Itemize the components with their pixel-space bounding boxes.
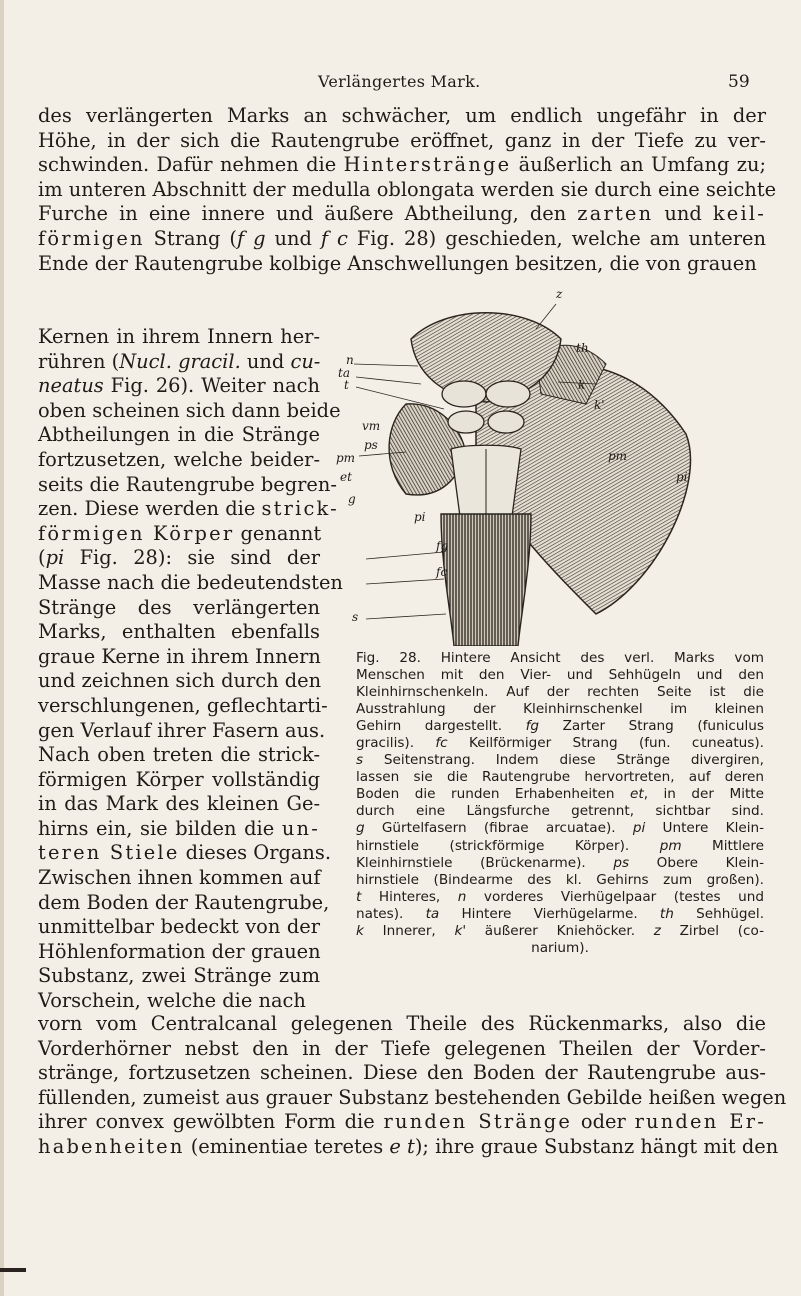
italic-term: pm [659, 837, 682, 854]
text-line [356, 735, 764, 752]
text-run: und [240, 349, 291, 373]
text-run: in das Mark des kleinen Ge- [38, 792, 320, 816]
text-run: im unteren Abschnitt der medulla oblongata werden sie durch eine seichte [38, 177, 777, 201]
spaced-term: runden Stränge [383, 1110, 573, 1134]
text-line [38, 768, 320, 793]
text-line [38, 596, 320, 621]
text-run: Kleinhirnschenkeln. Auf der rechten Seite ist die [356, 684, 764, 701]
text-line [356, 769, 764, 786]
text-run: Fig. 28): sie sind der [64, 546, 320, 570]
italic-term: e t [389, 1134, 415, 1158]
running-title: Verlängertes Mark. [318, 72, 481, 91]
paragraph-wrapped-column [38, 325, 343, 1014]
text-line [38, 866, 320, 891]
spaced-term: Hinterstränge [343, 153, 512, 177]
text-run: oder [572, 1110, 635, 1134]
text-run: dem Boden der Rautengrube, [38, 890, 330, 914]
text-run: und zeichnen sich durch den [38, 669, 322, 693]
figure-label-pm-left: pm [336, 451, 356, 465]
text-run: genannt [234, 521, 322, 545]
text-run: Menschen mit den Vier- und Sehhügeln und den [356, 667, 764, 684]
text-run: Zirbel (co- [660, 922, 765, 939]
text-run: graue Kerne in ihrem Innern [38, 644, 321, 668]
text-run: durch eine Längsfurche getrennt, sichtbar sind. [356, 803, 764, 820]
text-run: nates). [356, 905, 426, 922]
text-line [356, 701, 764, 718]
text-run: Vorschein, welche die nach [38, 989, 306, 1013]
spaced-term: runden Er- [634, 1110, 766, 1134]
text-run: , in der Mitte [643, 786, 764, 803]
text-run: Kleinhirnstiele (Brückenarme). [356, 854, 614, 871]
text-run: Nach oben treten die strick- [38, 743, 320, 767]
text-run: dieses Organs. [179, 841, 332, 865]
figure-label-pi-right: pi [676, 470, 688, 484]
text-run: Seitenstrang. Indem diese Stränge divergiren, [363, 752, 764, 769]
text-line [38, 153, 766, 178]
figure-label-vm: vm [362, 419, 381, 433]
text-line [38, 350, 320, 375]
text-run: unmittelbar bedeckt von der [38, 915, 320, 939]
text-run: Furche in eine innere und äußere Abtheilung, den [38, 202, 578, 226]
text-line [38, 1061, 766, 1086]
page-number: 59 [728, 72, 750, 92]
text-run: Marks, enthalten ebenfalls [38, 620, 320, 644]
text-run: und [265, 226, 321, 250]
italic-term: fc [435, 735, 448, 752]
spaced-term: förmigen Körper [38, 521, 235, 545]
text-line [38, 693, 328, 719]
text-line [38, 841, 332, 866]
figure-label-fg: fg [436, 539, 449, 553]
spaced-term: habenheiten [38, 1134, 185, 1158]
text-run: Mittlere [681, 837, 764, 854]
text-line [356, 752, 764, 769]
text-run: Fig. 28. Hintere Ansicht des verl. Marks vom [356, 650, 764, 666]
text-run: verschlungenen, geflechtarti- [38, 693, 328, 717]
text-line [38, 472, 337, 498]
text-run: Fig. 26). Weiter nach [103, 374, 320, 398]
spaced-term: un- [281, 816, 320, 840]
italic-term: f c [320, 226, 348, 250]
text-line [356, 889, 764, 906]
figure-label-n: n [346, 353, 354, 367]
spaced-term: keil- [712, 202, 766, 226]
text-run: Sehhügel. [673, 905, 765, 922]
text-line [38, 817, 320, 842]
text-line [38, 374, 320, 399]
text-line [356, 786, 764, 803]
italic-term: g [356, 820, 365, 837]
text-line [38, 1085, 787, 1111]
text-line [38, 964, 320, 989]
italic-term: s [356, 752, 364, 769]
italic-term: pi [632, 820, 646, 837]
text-line [38, 546, 320, 571]
text-run: förmigen Körper vollständig [38, 767, 320, 791]
text-run: Fig. 28) geschieden, welche am unteren [347, 226, 767, 250]
text-line [38, 177, 777, 203]
spaced-term: strick- [261, 497, 339, 521]
text-line [38, 1110, 766, 1135]
figure-28-medulla-illustration [326, 284, 706, 646]
text-run: äußerlich an Umfang zu; [511, 153, 766, 177]
text-line [38, 423, 320, 448]
text-line [356, 906, 764, 923]
text-line [38, 1037, 766, 1062]
text-line [38, 325, 320, 350]
text-run: lassen sie die Rautengrube hervortreten, auf deren [356, 769, 764, 786]
text-run: narium). [531, 939, 589, 956]
spaced-term: teren Stiele [38, 841, 180, 865]
text-line [38, 620, 320, 645]
text-run: hirnstiele (strickförmige Körper). [356, 837, 660, 854]
figure-28-caption [356, 650, 764, 957]
text-run: seits die Rautengrube begren- [38, 472, 337, 496]
text-run: füllenden, zumeist aus grauer Substanz bestehenden Gebilde heißen wegen [38, 1085, 787, 1109]
text-run: Höhe, in der sich die Rautengrube eröffnet, ganz in der Tiefe zu ver- [38, 128, 766, 152]
text-run: oben scheinen sich dann beide [38, 398, 341, 422]
text-line [38, 718, 326, 744]
text-run: ( [38, 546, 46, 570]
italic-term: t [356, 888, 362, 905]
italic-term: cu- [290, 349, 321, 373]
text-line [38, 448, 320, 473]
text-run: gen Verlauf ihrer Fasern aus. [38, 718, 326, 742]
text-run: vorn vom Centralcanal gelegenen Theile des Rückenmarks, also die [38, 1012, 766, 1035]
text-run: Abtheilungen in die Stränge [38, 423, 320, 447]
text-run: gracilis). [356, 735, 436, 752]
text-run: Substanz, zwei Stränge zum [38, 964, 320, 988]
text-line [38, 104, 766, 129]
figure-label-t: t [344, 378, 349, 392]
italic-term: n [457, 888, 467, 905]
text-line [356, 872, 764, 889]
italic-term: k [356, 922, 364, 939]
text-line [38, 252, 766, 277]
italic-term: ta [425, 905, 440, 922]
text-run: Stränge des verlängerten [38, 595, 320, 619]
italic-term: Nucl. gracil. [119, 349, 241, 373]
text-run: Ausstrahlung der Kleinhirnschenkel im kleinen [356, 701, 764, 718]
figure-label-k: k [578, 378, 586, 392]
page-corner-mark [0, 1268, 26, 1272]
text-line [38, 940, 320, 965]
text-line [356, 838, 764, 855]
text-run: Höhlenformation der grauen [38, 939, 321, 963]
paragraph-top [38, 104, 777, 276]
text-run: ); ihre graue Substanz hängt mit den [414, 1134, 779, 1158]
figure-label-ps: ps [364, 438, 378, 452]
text-line [356, 803, 764, 820]
italic-term: z [653, 922, 661, 939]
text-line [356, 855, 764, 872]
text-line [38, 743, 320, 768]
text-run: Kernen in ihrem Innern her- [38, 325, 320, 348]
text-run: schwinden. Dafür nehmen die [38, 153, 344, 177]
text-run: Hintere Vierhügelarme. [439, 905, 660, 922]
text-line [356, 718, 764, 735]
figure-label-fc: fc [436, 565, 448, 579]
page-header [0, 72, 801, 94]
text-run: Zarter Strang (funiculus [539, 718, 764, 735]
text-run: vorderes Vierhügelpaar (testes und [466, 888, 764, 905]
text-line [356, 650, 764, 667]
paragraph-bottom [38, 1012, 787, 1160]
text-run: Masse nach die bedeutendsten [38, 570, 343, 594]
text-line [38, 570, 343, 596]
text-line [356, 820, 764, 837]
text-line [38, 792, 320, 817]
text-line [356, 667, 764, 684]
italic-term: ps [613, 854, 630, 871]
text-line [38, 645, 320, 670]
italic-term: f g [236, 226, 266, 250]
text-run: äußerer Kniehöcker. [466, 922, 654, 939]
text-run: Obere Klein- [629, 854, 764, 871]
text-run: (eminentiae teretes [184, 1134, 390, 1158]
italic-term: th [659, 905, 674, 922]
text-run: ihrer convex gewölbten Form die [38, 1110, 384, 1134]
text-run: Gehirn dargestellt. [356, 718, 526, 735]
italic-term: k' [454, 922, 467, 939]
text-line [38, 890, 330, 916]
text-line [356, 923, 764, 940]
text-run: und [653, 202, 713, 226]
text-line [38, 669, 320, 694]
spaced-term: förmigen [38, 226, 145, 250]
text-line [38, 129, 766, 154]
text-run: Innerer, [363, 922, 455, 939]
figure-label-et: et [340, 470, 352, 484]
text-line [38, 522, 320, 547]
text-run: hirnstiele (Bindearme des kl. Gehirns zum großen). [356, 871, 764, 888]
text-run: Gürtelfasern (fibrae arcuatae). [364, 820, 633, 837]
text-run: rühren ( [38, 349, 120, 373]
text-run: Strang ( [144, 226, 237, 250]
figure-label-pi-center: pi [414, 510, 426, 524]
text-run: Untere Klein- [645, 820, 765, 837]
medulla-engraving [326, 284, 706, 646]
text-line [38, 1012, 766, 1037]
text-run: zen. Diese werden die [38, 497, 262, 521]
italic-term: fg [525, 718, 540, 735]
text-run: stränge, fortzusetzen scheinen. Diese den Boden der Rautengrube aus- [38, 1061, 766, 1085]
text-run: Vorderhörner nebst den in der Tiefe gelegenen Theilen der Vorder- [38, 1036, 766, 1060]
text-run: fortzusetzen, welche beider- [38, 447, 320, 471]
figure-label-g: g [348, 492, 356, 506]
text-line [38, 497, 339, 522]
figure-label-z: z [556, 287, 563, 301]
text-run: Boden die runden Erhabenheiten [356, 786, 630, 803]
text-line [38, 915, 320, 940]
text-line [38, 1134, 779, 1160]
text-line [356, 684, 764, 701]
italic-term: pi [45, 546, 65, 570]
italic-term: neatus [38, 374, 104, 398]
text-line [38, 989, 320, 1014]
figure-label-th: th [576, 341, 589, 355]
text-line [38, 202, 766, 227]
text-run: hirns ein, sie bilden die [38, 816, 282, 840]
figure-label-s: s [352, 610, 359, 624]
text-line [356, 940, 764, 957]
spaced-term: zarten [577, 202, 654, 226]
text-run: Hinteres, [361, 888, 458, 905]
page-edge-shadow [0, 0, 4, 1296]
figure-label-ta: ta [338, 366, 350, 380]
figure-label-pm-right: pm [608, 449, 628, 463]
text-line [38, 398, 341, 424]
text-run: Keilförmiger Strang (fun. cuneatus). [447, 735, 764, 752]
text-run: Zwischen ihnen kommen auf [38, 866, 321, 890]
figure-label-k-prime: k' [594, 398, 605, 412]
text-run: des verlängerten Marks an schwächer, um endlich ungefähr in der [38, 104, 766, 127]
italic-term: et [629, 786, 644, 803]
text-run: Ende der Rautengrube kolbige Anschwellungen besitzen, die von grauen [38, 251, 757, 275]
text-line [38, 227, 766, 252]
